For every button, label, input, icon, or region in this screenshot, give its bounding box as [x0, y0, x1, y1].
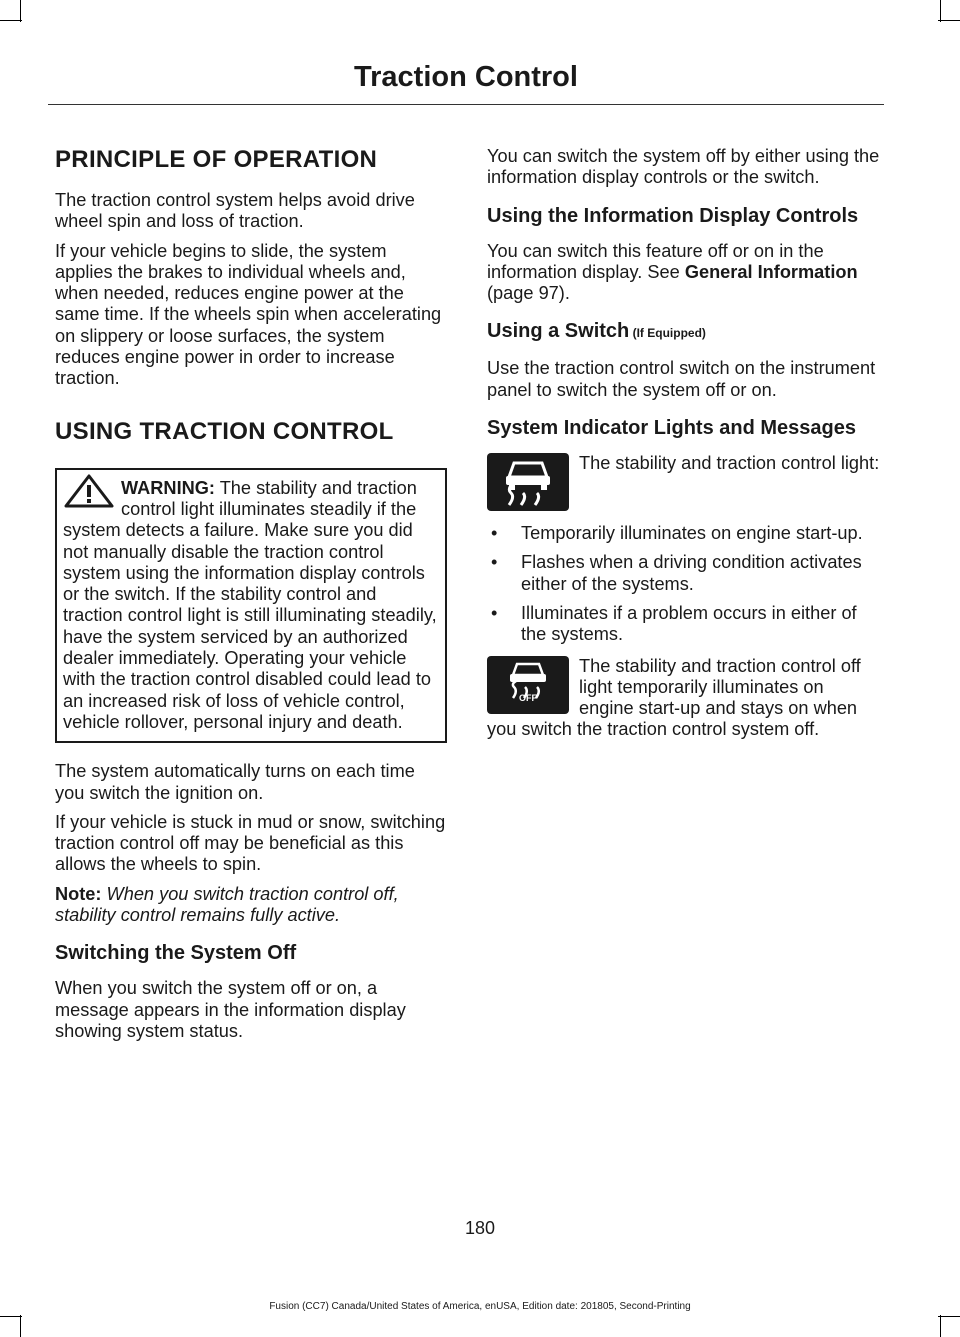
- stability-light-row: [487, 453, 880, 513]
- using-paragraph-1: The system automatically turns on each time you switch the ignition on.: [55, 761, 415, 803]
- indicators-heading: System Indicator Lights and Messages: [487, 417, 856, 440]
- list-item: • Illuminates if a problem occurs in either of the systems.: [487, 603, 880, 646]
- right-column: [487, 146, 880, 749]
- info-display-page-ref: (page 97).: [487, 283, 570, 304]
- general-information-link[interactable]: General Information: [684, 261, 858, 282]
- crop-mark: [20, 0, 21, 22]
- crop-mark: [0, 1316, 22, 1317]
- footer-text: Fusion (CC7) Canada/United States of America, enUSA, Edition date: 201805, Second-Printing: [269, 1301, 691, 1312]
- stability-light-text: The stability and traction control light:: [579, 453, 880, 474]
- crop-mark: [938, 20, 960, 21]
- crop-mark: [938, 1316, 960, 1317]
- info-display-heading: Using the Information Display Controls: [487, 204, 859, 227]
- switching-paragraph-2: You can switch the system off by either using the information display controls or the switch.: [487, 146, 880, 188]
- crop-mark: [20, 1315, 21, 1337]
- stability-off-light-row: [487, 656, 880, 741]
- warning-text: [63, 470, 437, 734]
- page-number: 180: [464, 1218, 496, 1238]
- note-text: When you switch traction control off, stability control remains fully active.: [55, 883, 399, 926]
- using-paragraph-2: If your vehicle is stuck in mud or snow, switching traction control off may be beneficial as this allows the wheels to spin.: [55, 811, 446, 875]
- note-label: Note:: [55, 883, 102, 904]
- header-divider: [48, 104, 884, 105]
- info-display-text: You can switch this feature off or on in the information display. See: [487, 240, 824, 282]
- warning-body: The stability and traction control light illuminates steadily if the system detects a failure. Make sure you did not manually disable the traction control system using the information display controls or the switch. If the stability control and traction control light is still illuminating steadily, have the system serviced by an authorized dealer immediately. Operating your vehicle with the traction control disabled could lead to an increased risk of loss of vehicle control, vehicle rollover, personal injury and death.: [63, 477, 437, 732]
- page-title: Traction Control: [354, 61, 578, 93]
- list-item: • Flashes when a driving condition activates either of the systems.: [487, 552, 880, 595]
- using-heading: USING TRACTION CONTROL: [55, 417, 394, 445]
- traction-control-off-light-icon: [487, 656, 569, 714]
- warning-box: [55, 468, 447, 744]
- principle-paragraph-2: If your vehicle begins to slide, the system applies the brakes to individual wheels and, when needed, reduces engine power at the same time. If the wheels spin when accelerating on slippery or loose surfaces, the system reduces engine power in order to increase traction.: [55, 240, 442, 389]
- switching-heading: Switching the System Off: [55, 942, 297, 965]
- info-display-paragraph: [487, 241, 880, 305]
- switch-heading: [487, 320, 880, 344]
- principle-paragraph-1: The traction control system helps avoid drive wheel spin and loss of traction.: [55, 190, 415, 232]
- note: [55, 884, 447, 927]
- principle-heading: PRINCIPLE OF OPERATION: [55, 146, 378, 173]
- if-equipped-label: (If Equipped): [629, 326, 706, 341]
- off-label: OFF: [519, 693, 537, 704]
- switching-paragraph-1: When you switch the system off or on, a message appears in the information display showing system status.: [55, 978, 406, 1041]
- crop-mark: [940, 0, 941, 22]
- indicator-bullet-list: [487, 523, 880, 645]
- switch-paragraph: Use the traction control switch on the instrument panel to switch the system off or on.: [487, 358, 876, 400]
- switch-heading-text: Using a Switch: [487, 320, 630, 343]
- list-item: • Temporarily illuminates on engine start-up.: [487, 523, 880, 544]
- warning-label: WARNING:: [121, 477, 215, 498]
- traction-control-light-icon: [487, 453, 569, 511]
- left-column: [55, 146, 447, 1050]
- crop-mark: [0, 20, 22, 21]
- crop-mark: [940, 1315, 941, 1337]
- warning-triangle-icon: [63, 474, 115, 508]
- stability-off-light-text: The stability and traction control off light temporarily illuminates on engine start-up and stays on when you switch the traction control system off.: [487, 655, 861, 740]
